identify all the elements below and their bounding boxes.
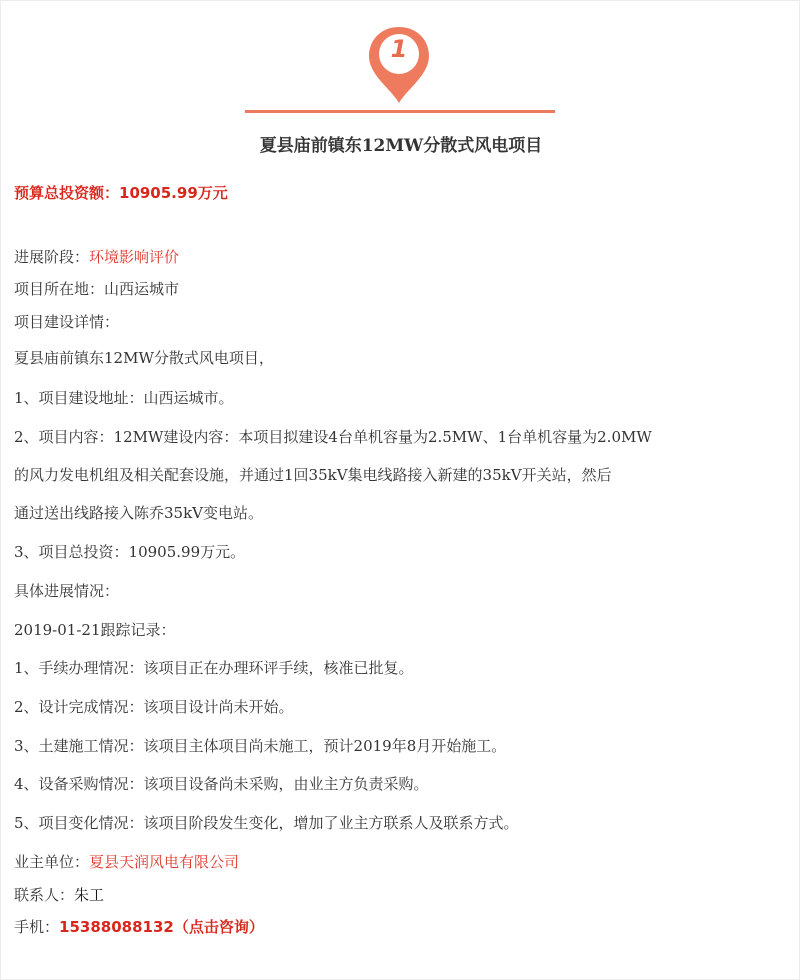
details-line: 1、项目建设地址：山西运城市。 [14, 389, 234, 407]
stage-row [14, 246, 179, 267]
progress-label: 具体进展情况： [14, 582, 120, 600]
details-label: 项目建设详情： [14, 313, 120, 331]
owner-value: 夏县天润风电有限公司 [89, 853, 240, 871]
budget-amount: 预算总投资额：10905.99万元 [14, 184, 228, 202]
details-line: 3、项目总投资：10905.99万元。 [14, 543, 246, 561]
location-pin-icon [367, 25, 431, 105]
marker-number: 1 [390, 35, 408, 63]
phone-row [14, 916, 264, 937]
location-value: 山西运城市 [104, 280, 180, 298]
progress-line: 4、设备采购情况：该项目设备尚未采购，由业主方负责采购。 [14, 775, 429, 793]
record-date: 2019-01-21跟踪记录： [14, 621, 176, 639]
progress-line: 2、设计完成情况：该项目设计尚未开始。 [14, 698, 294, 716]
details-line: 的风力发电机组及相关配套设施，并通过1回35kV集电线路接入新建的35kV开关站，然后 [14, 466, 612, 484]
owner-label: 业主单位： [14, 853, 90, 871]
owner-row [14, 851, 239, 872]
phone-consult-link[interactable]: 15388088132（点击咨询） [59, 918, 264, 936]
phone-label: 手机： [14, 918, 60, 936]
details-line: 2、项目内容：12MW建设内容：本项目拟建设4台单机容量为2.5MW、1台单机容量为2.0MW [14, 428, 652, 446]
location-label: 项目所在地： [14, 280, 105, 298]
details-line: 通过送出线路接入陈乔35kV变电站。 [14, 504, 264, 522]
contact-row [14, 884, 104, 905]
page-title: 夏县庙前镇东12MW分散式风电项目 [259, 136, 543, 156]
contact-value: 朱工 [74, 886, 105, 904]
progress-line: 3、土建施工情况：该项目主体项目尚未施工，预计2019年8月开始施工。 [14, 737, 507, 755]
stage-value: 环境影响评价 [89, 248, 180, 266]
title-divider [245, 110, 555, 113]
contact-label: 联系人： [14, 886, 75, 904]
location-row [14, 278, 179, 299]
details-line: 夏县庙前镇东12MW分散式风电项目， [14, 349, 274, 367]
progress-line: 1、手续办理情况：该项目正在办理环评手续，核准已批复。 [14, 659, 414, 677]
progress-line: 5、项目变化情况：该项目阶段发生变化，增加了业主方联系人及联系方式。 [14, 814, 519, 832]
stage-label: 进展阶段： [14, 248, 90, 266]
